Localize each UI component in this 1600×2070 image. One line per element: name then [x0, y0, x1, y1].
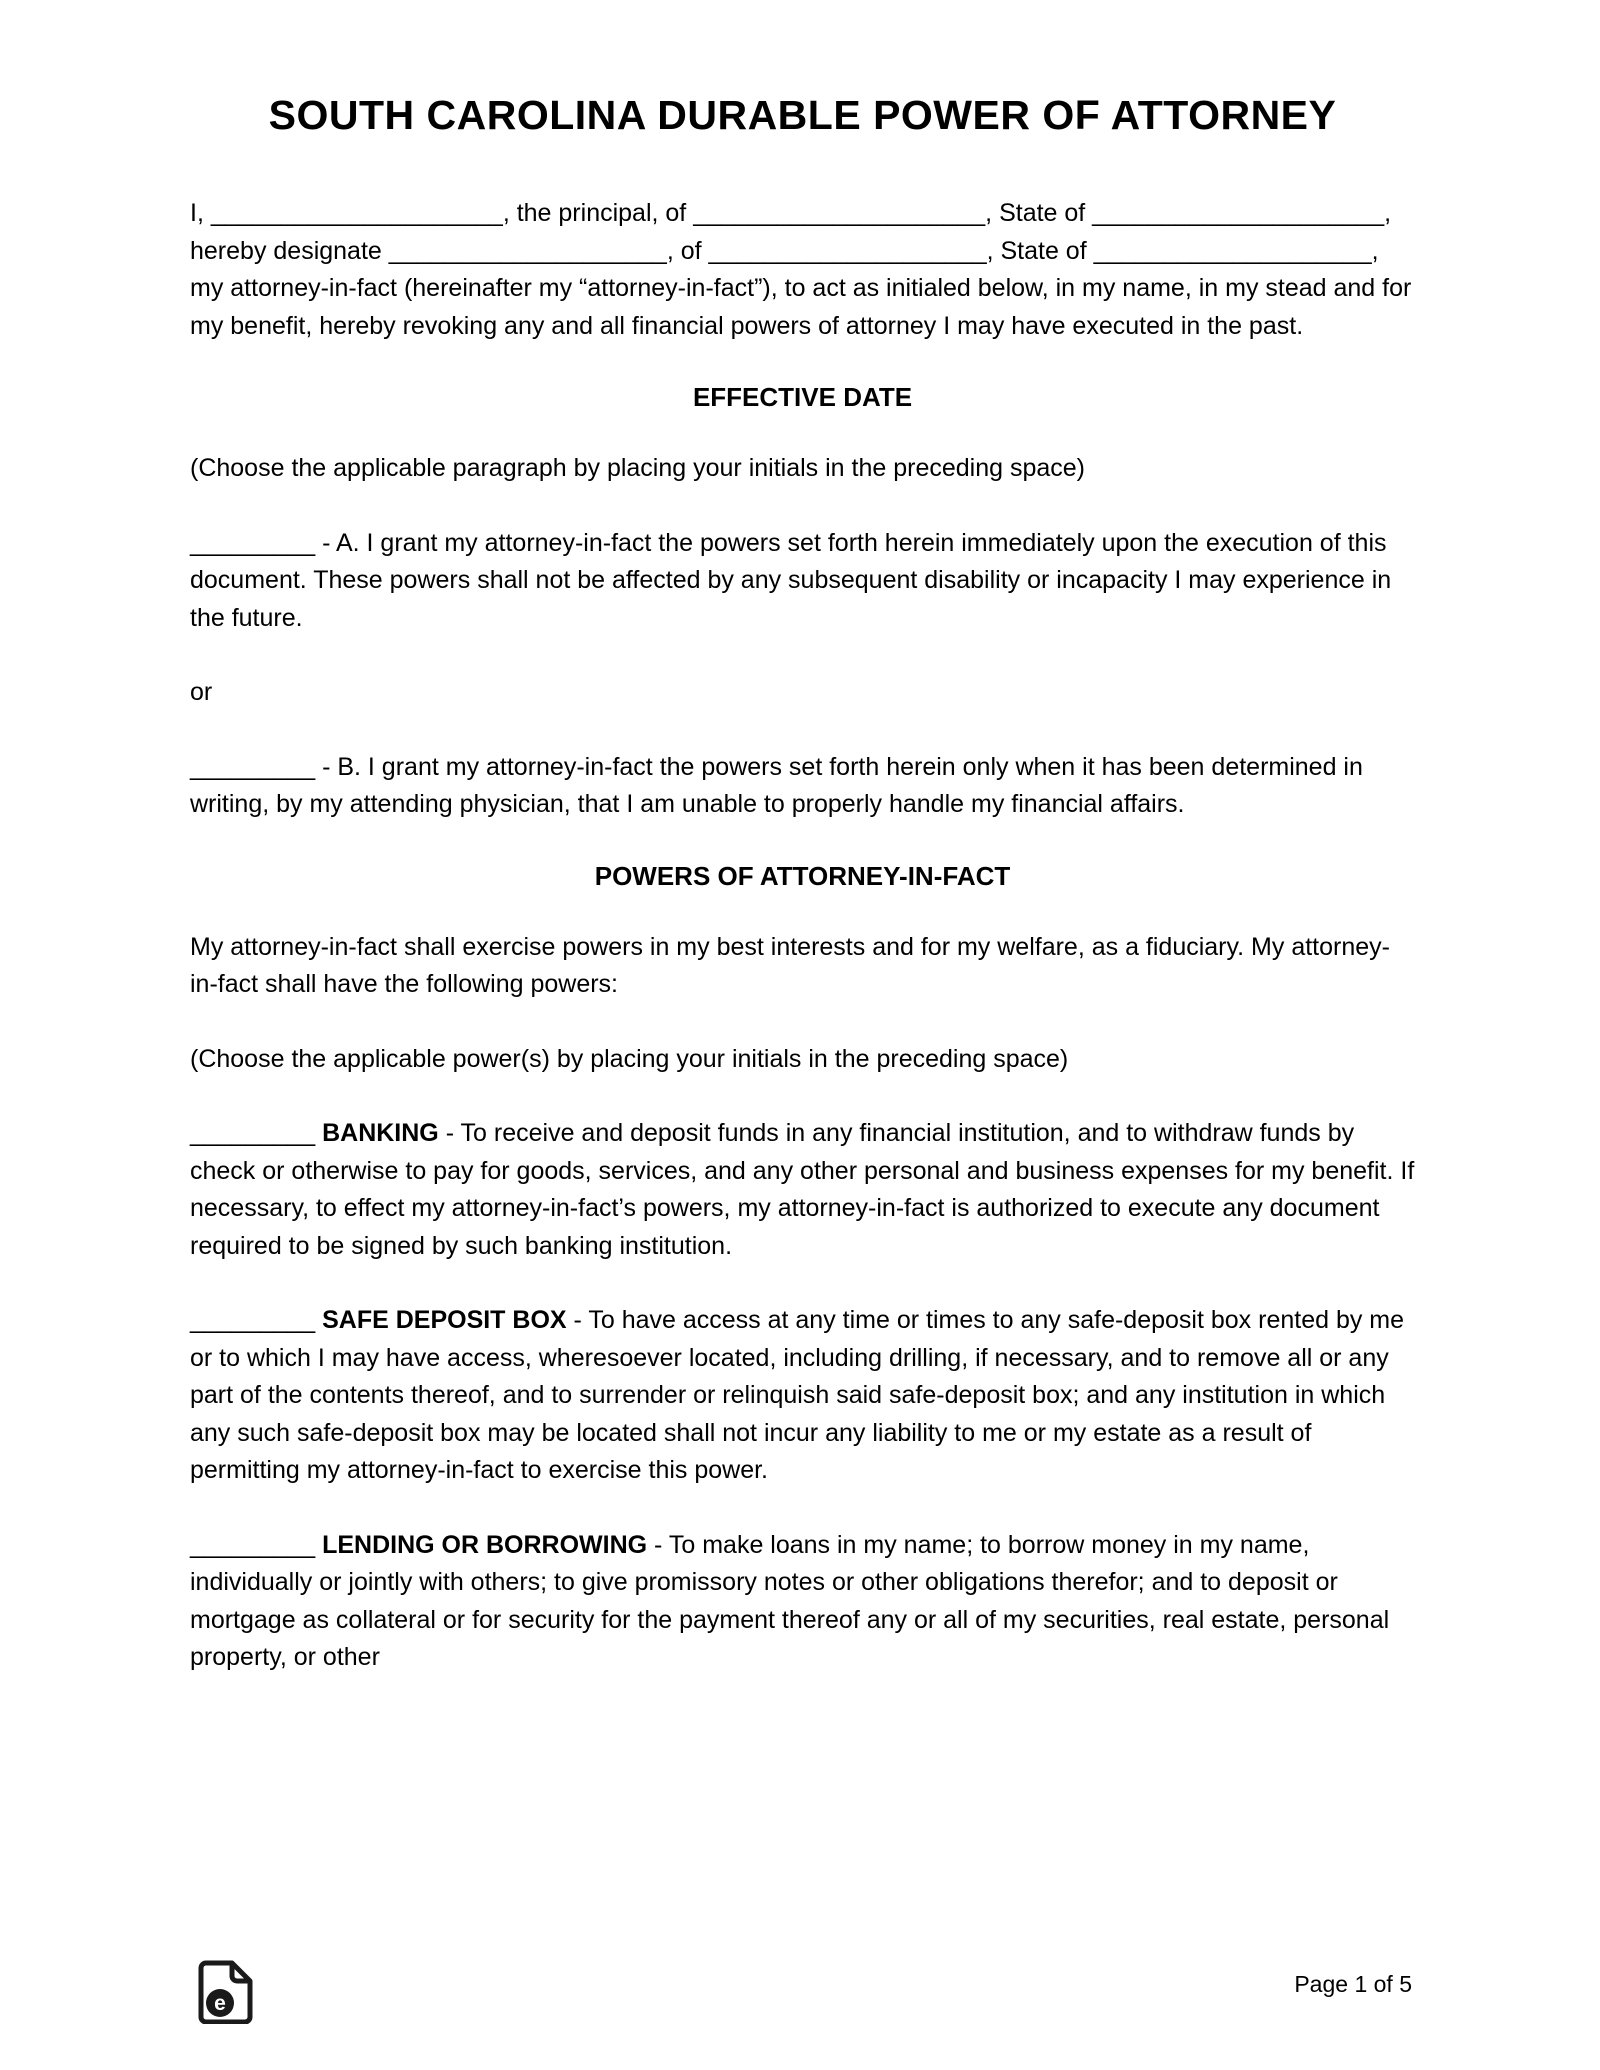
power-label-safe-deposit-box: SAFE DEPOSIT BOX: [322, 1306, 567, 1334]
power-label-banking: BANKING: [322, 1119, 439, 1147]
power-item-banking: [190, 1115, 1415, 1265]
effective-date-heading: EFFECTIVE DATE: [692, 382, 913, 412]
eforms-logo: [198, 1960, 254, 2024]
powers-instruction: (Choose the applicable power(s) by placing your initials in the preceding space): [190, 1044, 1069, 1073]
effective-date-option-a: _________ - A. I grant my attorney-in-fact the powers set forth herein immediately upon the execution of this document. These powers shall not be affected by any subsequent disability or incapacity I may experience in the future.: [190, 528, 1392, 632]
intro-paragraph: I, _____________________, the principal, of _____________________, State of _____________________, hereby designate ____________________, of ____________________, State of ____________________, my attorney-in-fact (hereinafter my “attorney-in-fact”), to act as initialed below, in my name, in my stead and for my benefit, hereby revoking any and all financial powers of attorney I may have executed in the past.: [190, 199, 1412, 340]
power-item-safe-deposit-box: [190, 1302, 1415, 1490]
effective-date-option-b: _________ - B. I grant my attorney-in-fact the powers set forth herein only when it has been determined in writing, by my attending physician, that I am unable to properly handle my financial affairs.: [190, 752, 1363, 818]
power-text-safe-deposit-box: - To have access at any time or times to any safe-deposit box rented by me or to which I may have access, wheresoever located, including drilling, if necessary, and to remove all or any part of the contents thereof, and to surrender or relinquish said safe-deposit box; and any institution in which any such safe-deposit box may be located shall not incur any liability to me or my estate as a result of permitting my attorney-in-fact to exercise this power.: [190, 1306, 1405, 1484]
powers-intro: My attorney-in-fact shall exercise powers in my best interests and for my welfare, as a fiduciary. My attorney-in-fact shall have the following powers:: [190, 932, 1390, 998]
document-title: SOUTH CAROLINA DURABLE POWER OF ATTORNEY: [268, 92, 1337, 138]
power-text-banking: - To receive and deposit funds in any financial institution, and to withdraw funds by check or otherwise to pay for goods, services, and any other personal and business expenses for my benefit. If necessary, to effect my attorney-in-fact’s powers, my attorney-in-fact is authorized to execute any document required to be signed by such banking institution.: [190, 1119, 1415, 1260]
initials-blank: _________: [190, 1119, 323, 1147]
power-text-lending-or-borrowing: - To make loans in my name; to borrow money in my name, individually or jointly with others; to give promissory notes or other obligations therefor; and to deposit or mortgage as collateral or for security for the payment thereof any or all of my securities, real estate, personal property, or other: [190, 1530, 1390, 1671]
eforms-logo-letter: e: [214, 1992, 226, 2015]
or-label: or: [190, 678, 213, 706]
effective-date-instruction: (Choose the applicable paragraph by placing your initials in the preceding space): [190, 454, 1085, 482]
initials-blank: _________: [190, 1530, 323, 1559]
page-number-label: Page 1 of 5: [1294, 1971, 1412, 1997]
initials-blank: _________: [190, 1306, 323, 1334]
power-label-lending-or-borrowing: LENDING OR BORROWING: [322, 1530, 648, 1559]
powers-heading: POWERS OF ATTORNEY-IN-FACT: [594, 860, 1011, 891]
power-item-lending-or-borrowing: [190, 1527, 1415, 1677]
